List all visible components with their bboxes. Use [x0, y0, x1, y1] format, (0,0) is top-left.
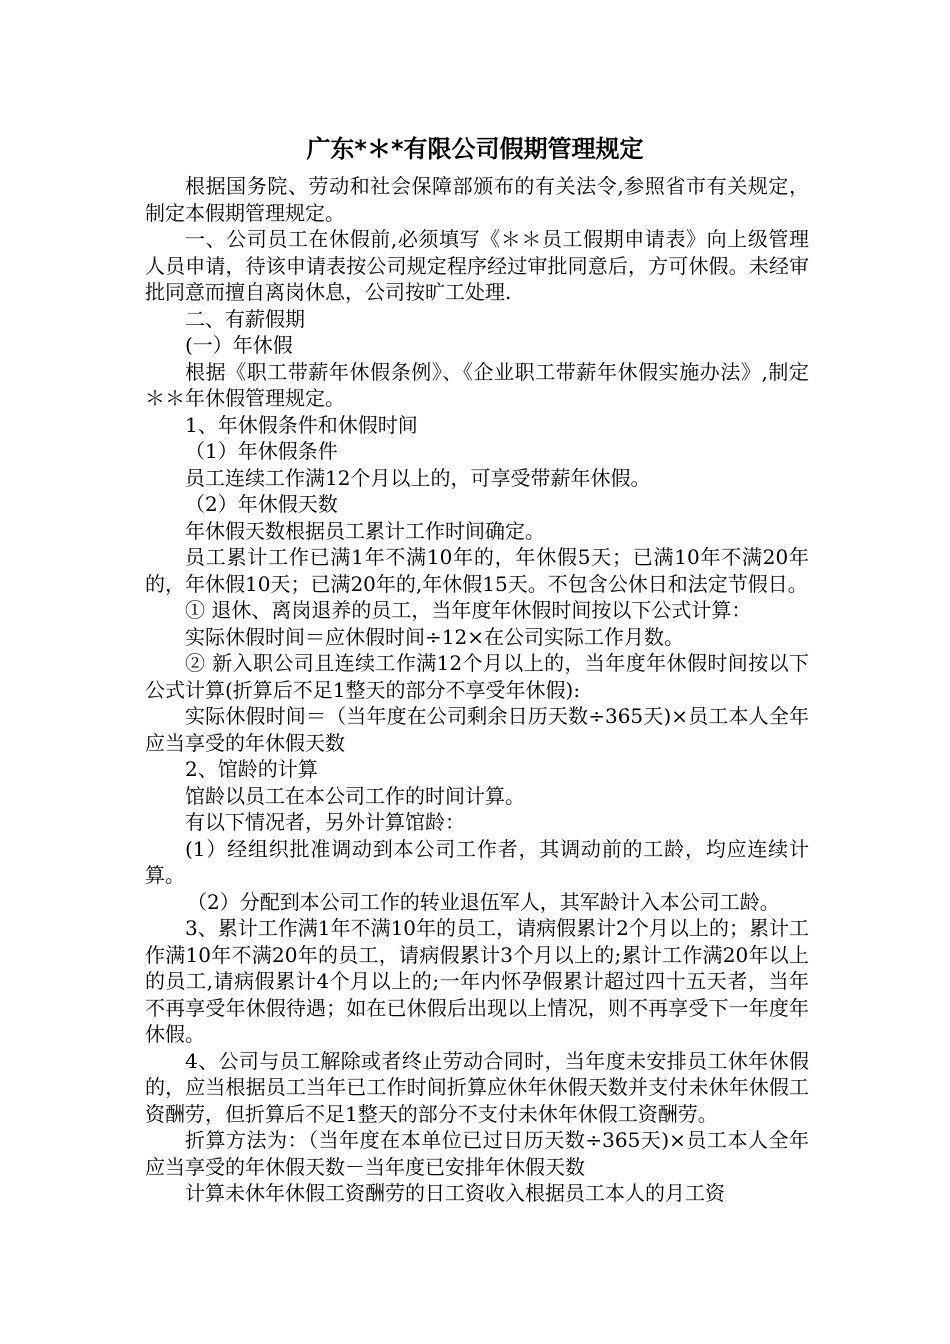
paragraph-leave-application: 一、公司员工在休假前,必须填写《＊＊员工假期申请表》向上级管理人员申请，待该申请表按公司规定程序经过审批同意后，方可休假。未经审批同意而擅自离岗休息，公司按旷工处理. [145, 227, 809, 304]
section-heading-annual-leave: (一）年休假 [185, 333, 293, 357]
paragraph-seniority-veterans: （2）分配到本公司工作的转业退伍军人，其军龄计入本公司工龄。 [187, 889, 780, 914]
paragraph-days-basis: 年休假天数根据员工累计工作时间确定。 [185, 518, 545, 543]
paragraph-eligibility: 员工连续工作满12个月以上的，可享受带薪年休假。 [185, 465, 651, 490]
document-title: 广东*＊*有限公司假期管理规定 [306, 135, 644, 163]
subheading-conditions: （1）年休假条件 [185, 439, 338, 463]
paragraph-new-hire-formula-intro: ② 新入职公司且连续工作满12个月以上的，当年度年休假时间按以下公式计算(折算后不足1整天的部分不享受年休假): [145, 651, 809, 702]
document-body [145, 173, 809, 1207]
paragraph-seniority-transfer: (1）经组织批准调动到本公司工作者，其调动前的工龄，均应连续计算。 [145, 836, 809, 887]
paragraph-retired-formula: 实际休假时间＝应休假时间÷12×在公司实际工作月数。 [185, 624, 684, 649]
paragraph-new-hire-formula: 实际休假时间＝（当年度在公司剩余日历天数÷365天)×员工本人全年应当享受的年休假天数 [145, 704, 809, 755]
subheading-seniority: 2、馆龄的计算 [185, 757, 318, 781]
paragraph-seniority-basis: 馆龄以员工在本公司工作的时间计算。 [185, 783, 525, 808]
paragraph-sick-leave-exclusions: 3、累计工作满1年不满10年的员工，请病假累计2个月以上的；累计工作满10年不满20年的员工，请病假累计3个月以上的;累计工作满20年以上的员工,请病假累计4个月以上的;一年内怀孕假累计超过四十五天者，当年不再享受年休假待遇；如在已休假后出现以上情况，则不再享受下一年度年休假。 [145, 916, 809, 1046]
paragraph-seniority-exceptions: 有以下情况者，另外计算馆龄： [185, 810, 465, 834]
paragraph-daily-wage: 计算未休年休假工资酬劳的日工资收入根据员工本人的月工资 [185, 1181, 725, 1205]
paragraph-days-table: 员工累计工作已满1年不满10年的，年休假5天；已满10年不满20年的，年休假10天；已满20年的,年休假15天。不包含公休日和法定节假日。 [145, 545, 809, 596]
paragraph-contract-termination: 4、公司与员工解除或者终止劳动合同时，当年度未安排员工休年休假的，应当根据员工当年已工作时间折算应休年休假天数并支付未休年休假工资酬劳，但折算后不足1整天的部分不支付未休年休假工资酬劳。 [145, 1048, 809, 1126]
paragraph-conversion-formula: 折算方法为：（当年度在本单位已过日历天数÷365天)×员工本人全年应当享受的年休假天数－当年度已安排年休假天数 [145, 1128, 809, 1179]
section-heading-paid-leave: 二、有薪假期 [185, 306, 305, 331]
paragraph-annual-leave-basis: 根据《职工带薪年休假条例》、《企业职工带薪年休假实施办法》,制定＊＊年休假管理规定。 [145, 359, 809, 410]
subheading-days: （2）年休假天数 [185, 492, 338, 516]
paragraph-retired-formula-intro: ① 退休、离岗退养的员工，当年度年休假时间按以下公式计算： [185, 598, 752, 622]
subheading-conditions-and-time: 1、年休假条件和休假时间 [185, 412, 418, 437]
paragraph-preamble: 根据国务院、劳动和社会保障部颁布的有关法令,参照省市有关规定，制定本假期管理规定。 [145, 174, 809, 225]
